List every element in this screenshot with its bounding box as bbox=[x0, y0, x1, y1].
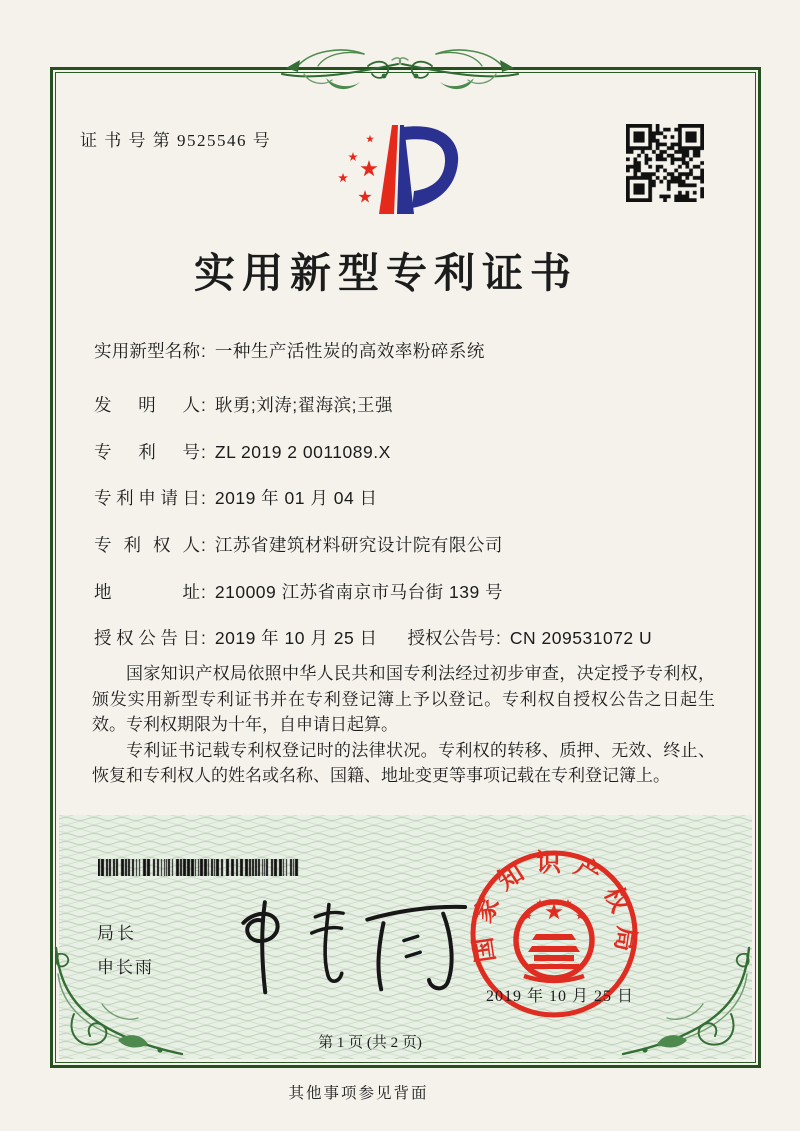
certificate-number: 证 书 号 第 9525546 号 bbox=[80, 131, 272, 150]
field-row-grant-date-and-number bbox=[94, 625, 652, 650]
grant-number-label: 授权公告号 bbox=[407, 628, 496, 648]
director-title-label: 局长 bbox=[97, 924, 137, 943]
field-row-utility-model-name bbox=[94, 338, 485, 363]
field-row-patentee bbox=[94, 532, 503, 557]
field-colon: : bbox=[201, 488, 206, 508]
field-value: ZL 2019 2 0011089.X bbox=[214, 442, 391, 462]
field-value: 210009 江苏省南京市马台街 139 号 bbox=[214, 582, 504, 602]
field-colon: : bbox=[201, 395, 206, 415]
field-label: 专利权人 bbox=[94, 535, 200, 555]
field-label: 发明人 bbox=[94, 395, 200, 415]
director-signature-icon bbox=[227, 891, 480, 1000]
cnipa-logo-icon bbox=[334, 114, 462, 218]
back-side-note: 其他事项参见背面 bbox=[288, 1085, 429, 1102]
field-value: 一种生产活性炭的高效率粉碎系统 bbox=[214, 341, 485, 361]
barcode bbox=[98, 859, 299, 876]
field-row-application-date bbox=[94, 485, 378, 510]
field-colon: : bbox=[201, 535, 206, 555]
field-colon: : bbox=[201, 628, 206, 648]
field-label: 授权公告日 bbox=[94, 628, 200, 648]
field-value: 江苏省建筑材料研究设计院有限公司 bbox=[214, 535, 503, 555]
field-row-address bbox=[94, 579, 503, 604]
field-row-patent-number bbox=[94, 439, 391, 464]
certificate-title: 实用新型专利证书 bbox=[194, 250, 578, 296]
director-name: 申长雨 bbox=[97, 958, 154, 977]
seal-text: 国家知识产权局 bbox=[468, 849, 640, 965]
field-value: 耿勇;刘涛;翟海滨;王强 bbox=[214, 395, 393, 415]
legal-paragraph-2: 专利证书记载专利权登记时的法律状况。专利权的转移、质押、无效、终止、恢复和专利权人的姓名或名称、国籍、地址变更等事项记载在专利登记簿上。 bbox=[92, 740, 715, 785]
field-colon: : bbox=[201, 341, 206, 361]
legal-text-block bbox=[92, 661, 715, 789]
field-row-inventors bbox=[94, 392, 393, 417]
national-emblem-icon bbox=[516, 899, 592, 981]
field-colon: : bbox=[496, 628, 501, 648]
field-value: 2019 年 01 月 04 日 bbox=[214, 488, 378, 508]
field-label: 地址 bbox=[94, 582, 200, 602]
field-value: 2019 年 10 月 25 日 bbox=[214, 628, 378, 648]
page-number: 第 1 页 (共 2 页) bbox=[318, 1035, 422, 1051]
field-colon: : bbox=[201, 442, 206, 462]
legal-paragraph-1: 国家知识产权局依照中华人民共和国专利法经过初步审查，决定授予专利权，颁发实用新型专利证书并在专利登记簿上予以登记。专利权自授权公告之日起生效。专利权期限为十年，自申请日起算。 bbox=[92, 664, 715, 734]
grant-seal-date: 2019 年 10 月 25 日 bbox=[486, 988, 635, 1005]
field-colon: : bbox=[201, 582, 206, 602]
field-label: 实用新型名称 bbox=[94, 341, 200, 361]
field-label: 专利号 bbox=[94, 442, 200, 462]
qr-code bbox=[626, 124, 704, 202]
top-border-dragon-ornament-icon bbox=[280, 40, 520, 96]
grant-number-value: CN 209531072 U bbox=[509, 628, 653, 648]
field-label: 专利申请日 bbox=[94, 488, 200, 508]
